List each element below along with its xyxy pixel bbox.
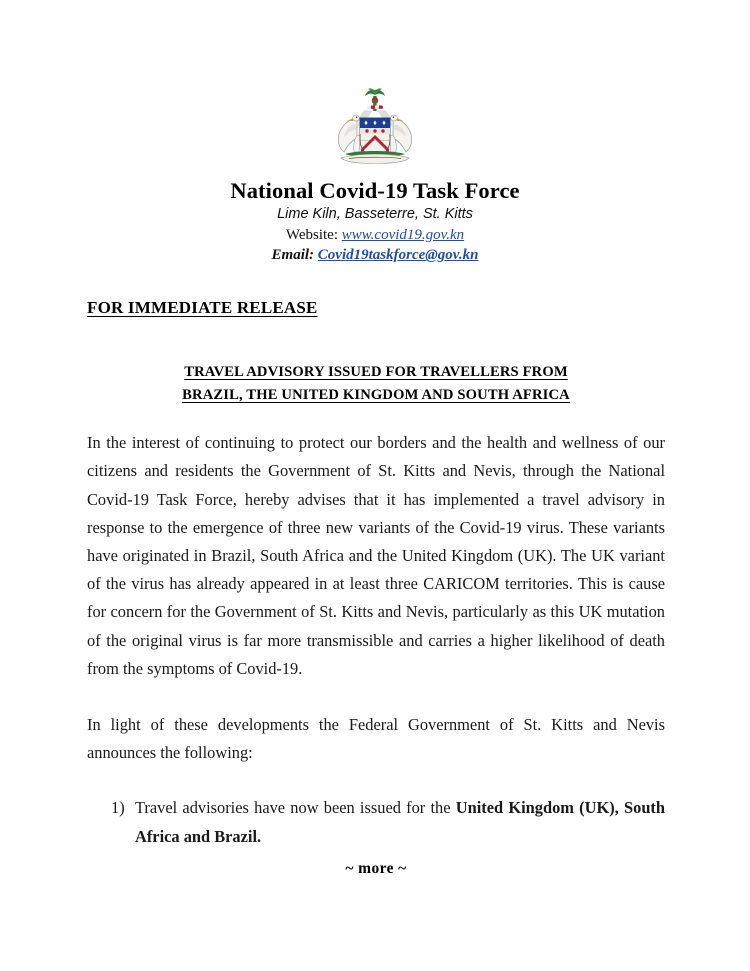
list-item-marker: 1) bbox=[111, 798, 125, 818]
email-label: Email: bbox=[271, 247, 315, 264]
announcement-list bbox=[87, 794, 665, 850]
list-item-text-emphasis: United Kingdom (UK), South Africa and Brazil. bbox=[135, 798, 666, 846]
list-item-text: Travel advisories have now been issued for the bbox=[135, 798, 456, 818]
paragraph-announcement-intro: In light of these developments the Federal Government of St. Kitts and Nevis announces the following: bbox=[87, 715, 665, 763]
organization-name: National Covid-19 Task Force bbox=[230, 178, 520, 203]
website-link[interactable]: www.covid19.gov.kn bbox=[341, 226, 465, 243]
email-link[interactable]: Covid19taskforce@gov.kn bbox=[317, 247, 479, 264]
document-body bbox=[87, 0, 665, 878]
advisory-title bbox=[87, 361, 665, 406]
advisory-title-line-2: BRAZIL, THE UNITED KINGDOM AND SOUTH AFRICA bbox=[182, 386, 570, 403]
advisory-title-line-1: TRAVEL ADVISORY ISSUED FOR TRAVELLERS FROM bbox=[184, 364, 568, 380]
website-label: Website: bbox=[285, 226, 339, 243]
paragraph-background: In the interest of continuing to protect our borders and the health and wellness of our citizens and residents the Government of St. Kitts and Nevis, through the National Covid-19 Task Force, hereby advises that it has implemented a travel advisory in response to the emergence of three new variants of the Covid-19 virus. These variants have originated in Brazil, South Africa and the United Kingdom (UK). The UK variant of the virus has already appeared in at least three CARICOM territories. This is cause for concern for the Government of St. Kitts and Nevis, particularly as this UK mutation of the original virus is far more transmissible and carries a higher likelihood of death from the symptoms of Covid-19. bbox=[87, 433, 665, 678]
continuation-marker: ~ more ~ bbox=[345, 859, 407, 877]
organization-address: Lime Kiln, Basseterre, St. Kitts bbox=[277, 206, 473, 223]
list-item bbox=[87, 794, 665, 850]
immediate-release-heading: FOR IMMEDIATE RELEASE bbox=[87, 298, 318, 317]
